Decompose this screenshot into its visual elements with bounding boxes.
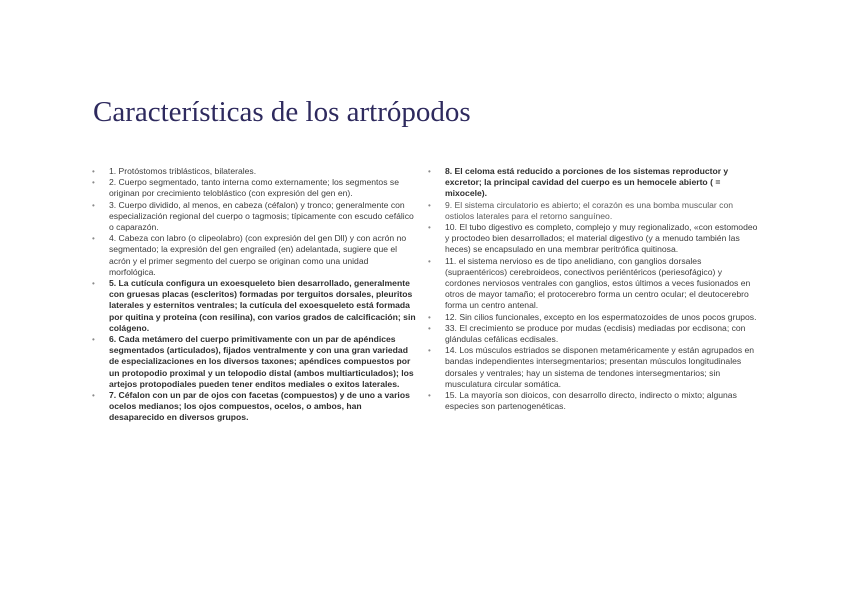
list-item — [92, 166, 417, 177]
bullet-icon: • — [428, 167, 431, 176]
bullet-icon: • — [428, 223, 431, 233]
bullet-icon: • — [92, 279, 95, 289]
bullet-icon: • — [428, 323, 431, 333]
list-item — [428, 312, 758, 323]
list-item-text: 6. Cada metámero del cuerpo primitivamente con un par de apéndices segmentados (articulados), fijados ventralmente y con una gran variedad de especializaciones en los diversos taxones; apéndices compuestos por un protopodio proximal y un telopodio distal (ambos multiarticulados); los artejos protopodiales pueden tener enditos mediales o exitos laterales. — [109, 334, 414, 389]
bullet-icon: • — [92, 178, 95, 188]
list-item — [428, 345, 758, 390]
bullet-icon: • — [428, 346, 431, 356]
list-item-text: 10. El tubo digestivo es completo, complejo y muy regionalizado, «con estomodeo y proctodeo bien desarrollados; el material digestivo (y a menudo también las heces) se encapsulado en una membrar peritrófica quitinosa. — [445, 222, 758, 255]
list-item — [428, 166, 758, 200]
list-item-text: 14. Los músculos estriados se disponen metaméricamente y están agrupados en bandas independientes intersegmentarios; presentan músculos longitudinales dorsales y ventrales; hay un sistema de tendones intersegmentarios; sin musculatura circular somática. — [445, 345, 755, 389]
list-item — [92, 334, 417, 390]
left-column-list — [92, 166, 417, 424]
list-item — [92, 233, 417, 278]
bullet-icon: • — [428, 391, 431, 401]
list-item — [428, 390, 758, 412]
list-item-text: 7. Céfalon con un par de ojos con facetas (compuestos) y de uno a varios ocelos medianos; los ojos compuestos, ocelos, o ambos, han desaparecido en diversos grupos. — [109, 390, 410, 423]
list-item-text: 3. Cuerpo dividido, al menos, en cabeza (céfalon) y tronco; generalmente con especialización regional del cuerpo o tagmosis; típicamente con escudo cefálico o caparazón. — [109, 199, 414, 233]
list-item-text: 5. La cutícula configura un exoesqueleto bien desarrollado, generalmente con gruesas placas (escleritos) formadas por terguitos dorsales, pleuritos laterales y esternitos ventrales; la cutícula del exoesqueleto está formada por quitina y proteína (con resilina), con varios grados de calcificación; sin colágeno. — [109, 278, 416, 333]
bullet-icon: • — [428, 312, 431, 322]
list-item-text: 33. El crecimiento se produce por mudas (ecdisis) mediadas por ecdisona; con glándulas cefálicas ecdisales. — [445, 322, 746, 345]
list-item — [428, 200, 758, 222]
list-item-text: 9. El sistema circulatorio es abierto; el corazón es una bomba muscular con ostiolos laterales para el retorno sanguíneo. — [445, 199, 734, 221]
list-item-text: 2. Cuerpo segmentado, tanto interna como externamente; los segmentos se originan por crecimiento teloblástico (con expresión del gen en). — [109, 177, 399, 199]
bullet-icon: • — [92, 234, 95, 244]
list-item-text: 11. el sistema nervioso es de tipo anelidiano, con ganglios dorsales (supraentéricos) cerebroideos, conectivos periéntéricos (periesofágico) y cordones nerviosos ventrales con ganglios, estos últimos a veces fusionados en otros de mayor tamaño; el protocerebro forma un centro ocular; el deutocerebro forma un centro antenal. — [445, 255, 751, 311]
list-item — [92, 278, 417, 334]
bullet-icon: • — [92, 200, 95, 210]
list-item-text: 4. Cabeza con labro (o clipeolabro) (con expresión del gen Dll) y con acrón no segmentado; la expresión del gen engrailed (en) adelantada, sugiere que el acrón y el primer segmento del cuerpo se originan como una unidad morfológica. — [109, 233, 407, 277]
bullet-icon: • — [428, 256, 431, 266]
list-item — [92, 390, 417, 424]
slide-title: Características de los artrópodos — [93, 96, 471, 128]
list-item-text: 8. El celoma está reducido a porciones de los sistemas reproductor y excretor; la principal cavidad del cuerpo es un hemocele abierto ( = mixocele). — [445, 166, 729, 199]
list-item — [428, 256, 758, 312]
list-item-text: 15. La mayoría son dioicos, con desarrollo directo, indirecto o mixto; algunas especies son partenogenéticas. — [445, 390, 737, 412]
bullet-icon: • — [428, 200, 431, 210]
list-item — [428, 323, 758, 345]
list-item-text: 1. Protóstomos triblásticos, bilaterales. — [109, 166, 257, 176]
list-item — [428, 222, 758, 256]
bullet-icon: • — [92, 335, 95, 345]
right-column-list — [428, 166, 758, 412]
list-item — [92, 200, 417, 234]
list-item — [92, 177, 417, 199]
bullet-icon: • — [92, 167, 95, 176]
bullet-icon: • — [92, 391, 95, 401]
list-item-text: 12. Sin cilios funcionales, excepto en los espermatozoides de unos pocos grupos. — [445, 311, 757, 322]
